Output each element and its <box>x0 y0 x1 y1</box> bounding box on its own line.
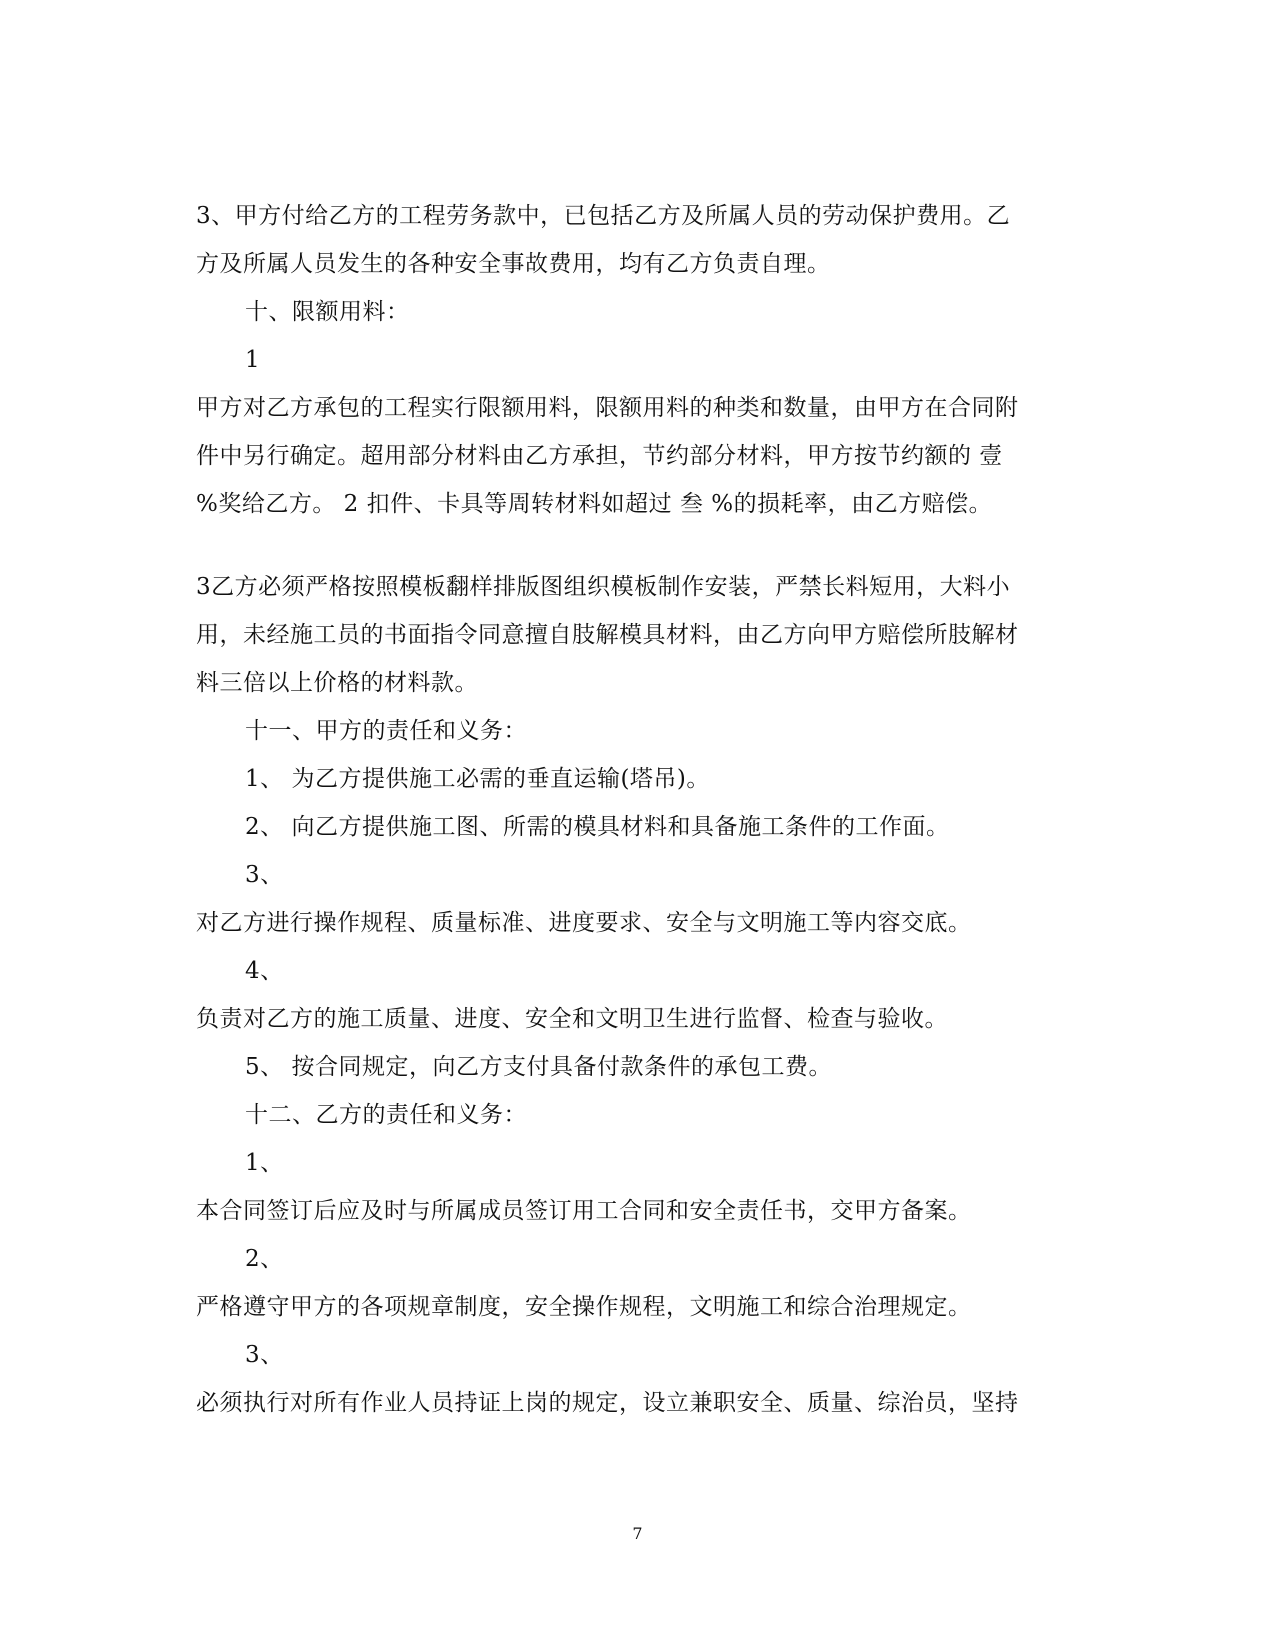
text-line: 用，未经施工员的书面指令同意擅自肢解模具材料，由乙方向甲方赔偿所肢解材 <box>196 622 1019 648</box>
text-line: 负责对乙方的施工质量、进度、安全和文明卫生进行监督、检查与验收。 <box>196 1006 948 1032</box>
list-number: 1、 <box>245 1150 284 1176</box>
list-number: 2、 <box>245 1246 284 1272</box>
list-number: 3、 <box>245 1342 284 1368</box>
list-number: 4、 <box>245 958 284 984</box>
text-line: 料三倍以上价格的材料款。 <box>196 670 478 696</box>
text-line: 对乙方进行操作规程、质量标准、进度要求、安全与文明施工等内容交底。 <box>196 910 972 936</box>
page-number: 7 <box>632 1524 643 1543</box>
list-number: 3、 <box>245 862 284 888</box>
text-line: 本合同签订后应及时与所属成员签订用工合同和安全责任书，交甲方备案。 <box>196 1198 972 1224</box>
section-heading: 十、限额用料： <box>245 299 410 325</box>
text-line: 3、甲方付给乙方的工程劳务款中，已包括乙方及所属人员的劳动保护费用。乙 <box>196 203 1011 229</box>
text-line: 必须执行对所有作业人员持证上岗的规定，设立兼职安全、质量、综治员，坚持 <box>196 1390 1019 1416</box>
text-line: 甲方对乙方承包的工程实行限额用料，限额用料的种类和数量，由甲方在合同附 <box>196 395 1019 421</box>
list-item: 1、 为乙方提供施工必需的垂直运输(塔吊)。 <box>245 766 710 792</box>
text-line: %奖给乙方。 2 扣件、卡具等周转材料如超过 叁 %的损耗率，由乙方赔偿。 <box>196 491 993 517</box>
section-heading: 十一、甲方的责任和义务： <box>245 718 527 744</box>
text-line: 方及所属人员发生的各种安全事故费用，均有乙方负责自理。 <box>196 251 831 277</box>
section-heading: 十二、乙方的责任和义务： <box>245 1102 527 1128</box>
text-line: 3乙方必须严格按照模板翻样排版图组织模板制作安装，严禁长料短用，大料小 <box>196 574 1011 600</box>
list-number: 1 <box>245 347 261 373</box>
list-item: 2、 向乙方提供施工图、所需的模具材料和具备施工条件的工作面。 <box>245 814 950 840</box>
list-item: 5、 按合同规定，向乙方支付具备付款条件的承包工费。 <box>245 1054 832 1080</box>
text-line: 严格遵守甲方的各项规章制度，安全操作规程，文明施工和综合治理规定。 <box>196 1294 972 1320</box>
text-line: 件中另行确定。超用部分材料由乙方承担，节约部分材料，甲方按节约额的 壹 <box>196 443 1003 469</box>
